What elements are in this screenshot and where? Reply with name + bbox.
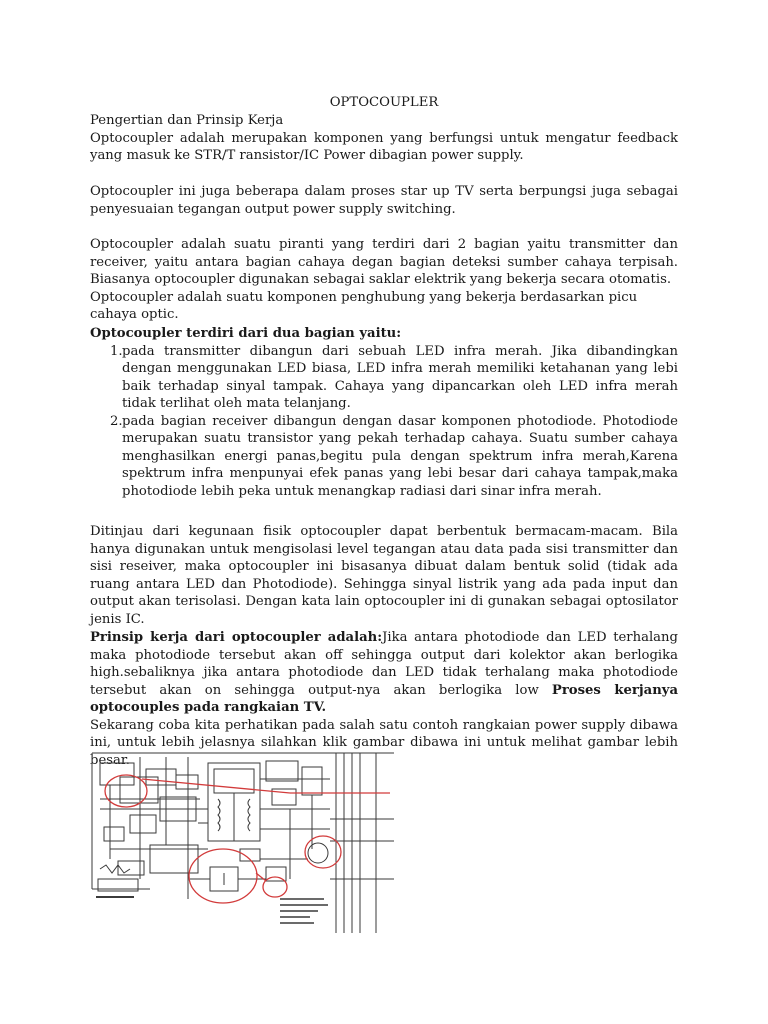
paragraph-startup: Optocoupler ini juga beberapa dalam proses star up TV serta berpungsi juga sebagai penyesuaian tegangan output power supply switching.	[90, 184, 678, 217]
paragraph-block-3	[90, 236, 678, 324]
section-subtitle: Pengertian dan Prinsip Kerja	[90, 113, 284, 128]
intro-block	[90, 112, 678, 165]
paragraph-definition: Optocoupler adalah merupakan komponen yang berfungsi untuk mengatur feedback yang masuk ke STR/T ransistor/IC Power dibagian power supply.	[90, 130, 678, 163]
paragraph-usage: Ditinjau dari kegunaan fisik optocoupler dapat berbentuk bermacam-macam. Bila hanya digunakan untuk mengisolasi level tegangan atau data pada sisi transmitter dan sisi reseiver, maka optocoupler ini bisasanya dibuat dalam bentuk solid (tidak ada ruang antara LED dan Photodiode). Sehingga sinyal listrik yang ada pada input dan output akan terisolasi. Dengan kata lain optocoupler ini di gunakan sebagai optosilator jenis IC.	[90, 524, 678, 627]
paragraph-example: Sekarang coba kita perhatikan pada salah satu contoh rangkaian power supply dibawa ini, untuk lebih jelasnya silahkan klik gambar dibawa ini untuk melihat gambar lebih besar.	[90, 717, 678, 768]
process-heading: Proses kerjanya optocouples pada rangkaian TV.	[90, 682, 678, 715]
list-item	[90, 343, 678, 413]
document-title: OPTOCOUPLER	[329, 95, 439, 110]
list-number: 2.	[110, 413, 123, 429]
paragraph-block-5	[90, 523, 678, 628]
list-block	[90, 325, 678, 500]
paragraph-block-6	[90, 629, 678, 769]
list-item-text: pada bagian receiver dibangun dengan dasar komponen photodiode. Photodiode merupakan suatu transistor yang pekah terhadap cahaya. Suatu sumber cahaya menghasilkan energi panas,begitu pula dengan spektrum infra merah,Karena spektrum infra menpunyai efek panas yang lebi besar dari cahaya tampak,maka photodiode lebih peka untuk menangkap radiasi dari sinar infra merah.	[122, 413, 678, 499]
paragraph-parts: Optocoupler adalah suatu piranti yang terdiri dari 2 bagian yaitu transmitter dan receiver, yaitu antara bagian cahaya degan bagian deteksi sumber cahaya terpisah. Biasanya optocoupler digunakan sebagai saklar elektrik yang bekerja secara otomatis.	[90, 237, 678, 287]
paragraph-block-2	[90, 183, 678, 218]
parts-list	[90, 343, 678, 501]
principle-text: Jika antara photodiode dan LED terhalang maka photodiode tersebut akan off sehingga output dari kolektor akan berlogika high.sebaliknya jika antara photodiode dan LED tidak terhalang maka photodiode tersebut akan on sehingga output-nya akan berlogika low	[90, 630, 678, 698]
list-item-text: pada transmitter dibangun dari sebuah LED infra merah. Jika dibandingkan dengan menggunakan LED biasa, LED infra merah memiliki ketahanan yang lebi baik terhadap sinyal tampak. Cahaya yang dipancarkan oleh LED infra merah tidak terlihat oleh mata telanjang.	[122, 343, 678, 411]
list-number: 1.	[110, 343, 123, 359]
power-supply-circuit-image[interactable]	[90, 749, 398, 935]
paragraph-component: Optocoupler adalah suatu komponen penghubung yang bekerja berdasarkan picu cahaya optic.	[90, 289, 638, 322]
paragraph-principle	[90, 629, 678, 717]
section-heading: Optocoupler terdiri dari dua bagian yaitu:	[90, 326, 402, 341]
principle-lead: Prinsip kerja dari optocoupler adalah:	[90, 630, 383, 645]
list-item	[90, 413, 678, 501]
